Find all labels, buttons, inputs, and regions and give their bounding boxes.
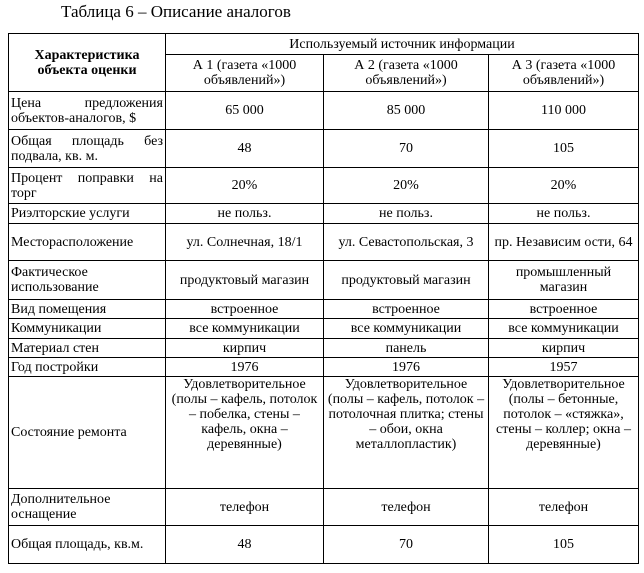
cell-utilities-a1: все коммуникации [166, 319, 324, 339]
source-header-a1: А 1 (газета «1000 объявлений») [166, 55, 324, 92]
cell-equipment-a3: телефон [489, 489, 639, 526]
table-row [9, 377, 639, 489]
row-label-usage: Фактическое использование [9, 261, 166, 300]
row-label-bargain: Процент поправки на торг [9, 168, 166, 204]
table-row [9, 168, 639, 204]
cell-equipment-a2: телефон [324, 489, 489, 526]
cell-location-a3: пр. Независим ости, 64 [489, 224, 639, 261]
cell-premise-a2: встроенное [324, 300, 489, 319]
cell-area-a3: 105 [489, 130, 639, 168]
table-row [9, 204, 639, 224]
table-row [9, 526, 639, 564]
table-row [9, 224, 639, 261]
cell-wall-a2: панель [324, 339, 489, 358]
cell-price-a1: 65 000 [166, 92, 324, 130]
cell-location-a1: ул. Солнечная, 18/1 [166, 224, 324, 261]
table-row [9, 300, 639, 319]
source-header-a3: А 3 (газета «1000 объявлений») [489, 55, 639, 92]
cell-realtor-a1: не польз. [166, 204, 324, 224]
cell-year-a2: 1976 [324, 358, 489, 377]
row-label-premise-type: Вид помещения [9, 300, 166, 319]
row-label-location: Месторасположение [9, 224, 166, 261]
cell-total-area-a2: 70 [324, 526, 489, 564]
cell-usage-a1: продуктовый магазин [166, 261, 324, 300]
cell-realtor-a2: не польз. [324, 204, 489, 224]
row-label-repair-state: Состояние ремонта [9, 377, 166, 489]
cell-total-area-a1: 48 [166, 526, 324, 564]
source-header-a2: А 2 (газета «1000 объявлений») [324, 55, 489, 92]
header-row-group [9, 34, 639, 55]
cell-usage-a3: промышленный магазин [489, 261, 639, 300]
row-label-equipment: Дополнительное оснащение [9, 489, 166, 526]
table-row [9, 319, 639, 339]
table-caption: Таблица 6 – Описание аналогов [61, 2, 291, 21]
cell-location-a2: ул. Севастопольская, 3 [324, 224, 489, 261]
table-row [9, 339, 639, 358]
characteristic-header: Характеристика объекта оценки [9, 34, 166, 92]
row-label-realtor: Риэлторские услуги [9, 204, 166, 224]
cell-wall-a1: кирпич [166, 339, 324, 358]
row-label-area-no-basement: Общая площадь без подвала, кв. м. [9, 130, 166, 168]
row-label-price: Цена предложения объектов-аналогов, $ [9, 92, 166, 130]
cell-repair-a2: Удовлетворительное (полы – кафель, потолок – потолочная плитка; стены – обои, окна металлопластик) [324, 377, 489, 489]
source-group-header: Используемый источник информации [166, 34, 639, 55]
table-row [9, 358, 639, 377]
table-row [9, 489, 639, 526]
row-label-wall-material: Материал стен [9, 339, 166, 358]
cell-usage-a2: продуктовый магазин [324, 261, 489, 300]
cell-total-area-a3: 105 [489, 526, 639, 564]
table-row [9, 261, 639, 300]
cell-repair-a3: Удовлетворительное (полы – бетонные, потолок – «стяжка», стены – коллер; окна – деревянные) [489, 377, 639, 489]
cell-premise-a1: встроенное [166, 300, 324, 319]
analogs-table [8, 33, 639, 564]
table-row [9, 130, 639, 168]
cell-year-a1: 1976 [166, 358, 324, 377]
cell-price-a2: 85 000 [324, 92, 489, 130]
cell-wall-a3: кирпич [489, 339, 639, 358]
cell-realtor-a3: не польз. [489, 204, 639, 224]
cell-bargain-a2: 20% [324, 168, 489, 204]
cell-bargain-a1: 20% [166, 168, 324, 204]
cell-area-a2: 70 [324, 130, 489, 168]
cell-utilities-a2: все коммуникации [324, 319, 489, 339]
cell-year-a3: 1957 [489, 358, 639, 377]
cell-bargain-a3: 20% [489, 168, 639, 204]
row-label-utilities: Коммуникации [9, 319, 166, 339]
cell-utilities-a3: все коммуникации [489, 319, 639, 339]
row-label-total-area: Общая площадь, кв.м. [9, 526, 166, 564]
cell-area-a1: 48 [166, 130, 324, 168]
cell-repair-a1: Удовлетворительное (полы – кафель, потолок – побелка, стены – кафель, окна – деревянные) [166, 377, 324, 489]
cell-price-a3: 110 000 [489, 92, 639, 130]
cell-equipment-a1: телефон [166, 489, 324, 526]
table-row [9, 92, 639, 130]
cell-premise-a3: встроенное [489, 300, 639, 319]
row-label-build-year: Год постройки [9, 358, 166, 377]
